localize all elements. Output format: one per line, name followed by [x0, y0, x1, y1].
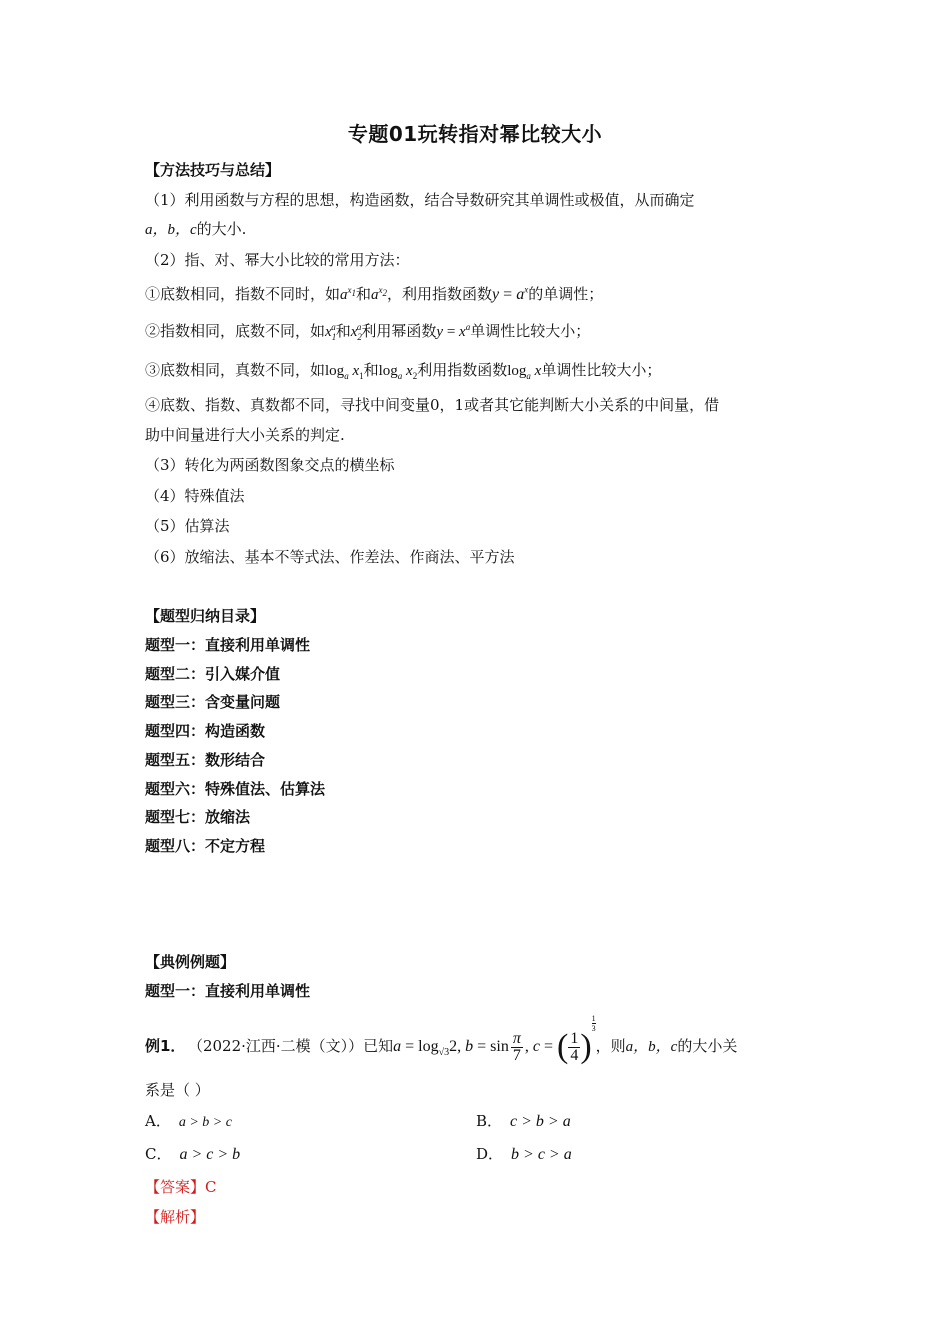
catalog-item-2: 题型二：引入媒介值: [145, 665, 281, 683]
methods-case-2: ②指数相同，底数不同，如$x_1^a$和$x_2^a$利用幂函数$y = x^a$单调性比较大小；: [145, 322, 591, 342]
methods-p1-b: [145, 219, 246, 240]
methods-p3: （3）转化为两函数图象交点的横坐标: [145, 456, 395, 474]
option-d: D． b > c > a: [476, 1145, 572, 1163]
catalog-item-3: 题型三：含变量问题: [145, 693, 281, 711]
methods-case-1: ①底数相同，指数不同时，如$a^{x_1}$和$a^{x_2}$，利用指数函数$y = a^x$的单调性；: [145, 284, 604, 303]
formula-a-x2: $a^{x_2}$: [371, 285, 388, 303]
methods-p6: （6）放缩法、基本不等式法、作差法、作商法、平方法: [145, 548, 515, 566]
option-a: A． a > b > c: [145, 1112, 232, 1130]
example-1-stem: 例1． （2022·江西·二模（文））已知$a = \log_{√3}2$, b = sin $\frac{\pi}{7}$ , c = ( $\frac{1}{4}$ ) $^{\frac{1}{3}}$ ，则a，b，c的大小关: [145, 1014, 738, 1066]
vars-abc: a，b，c: [145, 222, 197, 238]
formula-a-x1: $a^{x_1}$: [340, 285, 357, 303]
formula-log-x1: $\log_a x_1$: [325, 363, 364, 381]
page-title: 专题01玩转指对幂比较大小: [347, 122, 603, 146]
example-1-stem-line-2: 系是（ ）: [145, 1081, 210, 1099]
formula-x1-a: $x_1^a$: [325, 322, 337, 342]
formula-power-func: y: [436, 324, 444, 340]
example-1-formula: $a = \log_{√3}2$, b = sin $\frac{\pi}{7}$ , c = ( $\frac{1}{4}$ ) $^{\frac{1}{3}}$: [393, 1014, 596, 1066]
example-1-label: 例1．: [145, 1037, 186, 1055]
methods-p4: （4）特殊值法: [145, 487, 245, 505]
methods-p1-a: （1）利用函数与方程的思想，构造函数，结合导数研究其单调性或极值，从而确定: [145, 191, 695, 209]
catalog-heading: 【题型归纳目录】: [145, 607, 266, 625]
methods-p5: （5）估算法: [145, 517, 230, 535]
methods-heading: 【方法技巧与总结】: [145, 161, 281, 179]
examples-heading: 【典例例题】: [145, 953, 236, 971]
formula-log-func: $\log_a x$: [507, 363, 542, 381]
catalog-item-4: 题型四：构造函数: [145, 722, 266, 740]
catalog-item-8: 题型八：不定方程: [145, 837, 266, 855]
catalog-item-7: 题型七：放缩法: [145, 808, 251, 826]
methods-case-4-b: 助中间量进行大小关系的判定.: [145, 426, 345, 444]
examples-type-1: 题型一：直接利用单调性: [145, 982, 311, 1000]
catalog-item-1: 题型一：直接利用单调性: [145, 636, 311, 654]
analysis-label: 【解析】: [145, 1208, 206, 1226]
methods-case-3: ③底数相同，真数不同，如$\log_a x_1$和$\log_a x_2$利用指数函数$\log_a x$单调性比较大小；: [145, 361, 662, 381]
formula-x2-a: $x_2^a$: [350, 322, 362, 342]
methods-p2: （2）指、对、幂大小比较的常用方法：: [145, 251, 410, 269]
option-c: C． a > c > b: [145, 1145, 241, 1163]
option-b: B． c > b > a: [476, 1112, 571, 1130]
formula-exp-func: y: [492, 286, 500, 303]
catalog-item-6: 题型六：特殊值法、估算法: [145, 780, 326, 798]
methods-case-4-a: ④底数、指数、真数都不同，寻找中间变量0，1或者其它能判断大小关系的中间量，借: [145, 396, 720, 414]
p1-b-text: 的大小.: [196, 220, 247, 238]
catalog-item-5: 题型五：数形结合: [145, 751, 266, 769]
answer-label: 【答案】C: [145, 1178, 217, 1196]
formula-log-x2: $\log_a x_2$: [378, 363, 418, 381]
